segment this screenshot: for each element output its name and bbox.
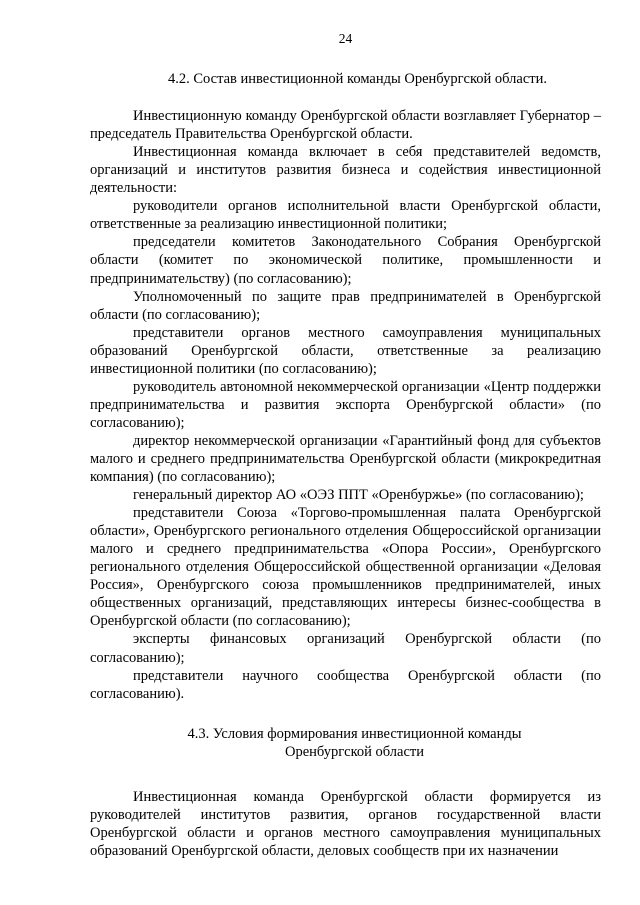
list-item: генеральный директор АО «ОЭЗ ППТ «Оренбуржье» (по согласованию); xyxy=(133,487,584,504)
document-page xyxy=(90,30,601,860)
list-item: директор некоммерческой организации «Гарантийный фонд для субъектов малого и среднего предпринимательства Оренбургской области (микрокредитная компания) (по согласованию); xyxy=(90,432,601,486)
page-number: 24 xyxy=(338,31,353,46)
list-item: Уполномоченный по защите прав предпринимателей в Оренбургской области (по согласованию); xyxy=(90,288,601,323)
section-4-3-body xyxy=(90,788,601,860)
list-item: руководители органов исполнительной власти Оренбургской области, ответственные за реализацию инвестиционной политики; xyxy=(90,198,601,233)
list-item: представители научного сообщества Оренбургской области (по согласованию). xyxy=(90,667,601,702)
paragraph: Инвестиционную команду Оренбургской области возглавляет Губернатор – председатель Правительства Оренбургской области. xyxy=(90,108,601,143)
section-4-3-heading-line1: 4.3. Условия формирования инвестиционной команды xyxy=(187,725,522,742)
list-item: представители Союза «Торгово-промышленная палата Оренбургской области», Оренбургского регионального отделения Общероссийской организации малого и среднего предпринимательства «Опора России», Оренбургского регионального отделения Общероссийской общественной организации «Деловая Россия», Оренбургского союза промышленников предпринимателей, иных общественных организаций, представляющих интересы бизнес-сообщества в Оренбургской области (по согласованию); xyxy=(90,505,601,630)
section-4-2-body xyxy=(90,107,601,703)
section-4-2-heading: 4.2. Состав инвестиционной команды Оренбургской области. xyxy=(168,71,548,88)
paragraph: Инвестиционная команда включает в себя представителей ведомств, организаций и институтов развития бизнеса и содействия инвестиционной деятельности: xyxy=(90,144,601,197)
list-item: председатели комитетов Законодательного Собрания Оренбургской области (комитет по экономической политике, промышленности и предпринимательству) (по согласованию); xyxy=(90,234,601,287)
list-item: представители органов местного самоуправления муниципальных образований Оренбургской области, ответственные за реализацию инвестиционной политики (по согласованию); xyxy=(90,324,601,377)
paragraph: Инвестиционная команда Оренбургской области формируется из руководителей институтов развития, органов государственной власти Оренбургской области и органов местного самоуправления муниципальных образований Оренбургской области, деловых сообществ при их назначении xyxy=(90,788,601,859)
list-item: руководитель автономной некоммерческой организации «Центр поддержки предпринимательства и развития экспорта Оренбургской области» (по согласованию); xyxy=(90,378,601,431)
section-4-3-heading xyxy=(90,725,601,761)
section-4-3-heading-line2: Оренбургской области xyxy=(284,743,425,760)
list-item: эксперты финансовых организаций Оренбургской области (по согласованию); xyxy=(90,631,601,666)
